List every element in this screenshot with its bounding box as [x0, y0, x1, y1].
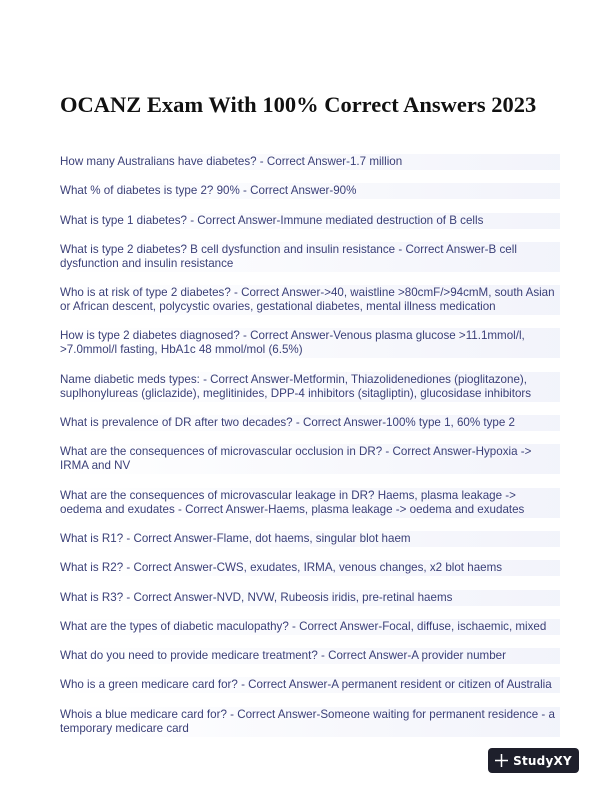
answer-text: Correct Answer-Focal, diffuse, ischaemic, mixed	[299, 619, 547, 633]
answer-text: Correct Answer-100% type 1, 60% type 2	[302, 416, 515, 430]
question-text: How is type 2 diabetes diagnosed? -	[60, 329, 250, 342]
answer-text: Correct Answer->40, waistline >80cmF/>94cmM, south Asian or African descent, polycystic ovaries, gestational diabetes, mental illness medication	[60, 286, 555, 314]
qa-item	[60, 590, 560, 606]
question-text: What is R2? -	[60, 561, 133, 574]
question-text: Who is at risk of type 2 diabetes? -	[60, 286, 241, 299]
qa-item	[60, 531, 560, 547]
qa-item	[60, 648, 560, 664]
answer-text: Correct Answer-90%	[250, 184, 357, 198]
answer-text: Correct Answer-Hypoxia -> IRMA and NV	[60, 445, 532, 473]
question-text: What do you need to provide medicare treatment? -	[60, 649, 328, 662]
question-text: What are the consequences of microvascular leakage in DR? Haems, plasma leakage -> oedema and exudates -	[60, 489, 516, 516]
qa-item	[60, 372, 560, 402]
answer-text: Correct Answer-Immune mediated destruction of B cells	[197, 213, 484, 227]
qa-item	[60, 444, 560, 474]
brand-name: StudyXY	[513, 753, 572, 768]
qa-item	[60, 488, 560, 518]
question-text: Name diabetic meds types: -	[60, 373, 210, 386]
plus-icon	[495, 754, 508, 767]
answer-text: Correct Answer-Haems, plasma leakage -> oedema and exudates	[185, 502, 525, 516]
qa-item	[60, 154, 560, 170]
answer-text: Correct Answer-A permanent resident or citizen of Australia	[248, 678, 552, 692]
question-text: Whois a blue medicare card for? -	[60, 708, 237, 721]
qa-item	[60, 213, 560, 229]
qa-item	[60, 707, 560, 737]
question-text: What is prevalence of DR after two decades? -	[60, 416, 303, 429]
question-text: What is R1? -	[60, 532, 133, 545]
qa-item	[60, 242, 560, 272]
answer-text: Correct Answer-Venous plasma glucose >11.1mmol/l, >7.0mmol/l fasting, HbA1c 48 mmol/mol (6.5%)	[60, 329, 525, 357]
qa-item	[60, 285, 560, 315]
answer-text: Correct Answer-A provider number	[328, 649, 506, 663]
question-text: What are the types of diabetic maculopathy? -	[60, 620, 299, 633]
qa-item	[60, 619, 560, 635]
question-text: What % of diabetes is type 2? 90% -	[60, 184, 250, 197]
qa-item	[60, 677, 560, 693]
answer-text: Correct Answer-B cell dysfunction and insulin resistance	[60, 242, 517, 270]
question-text: What is type 1 diabetes? -	[60, 214, 197, 227]
question-text: What are the consequences of microvascular occlusion in DR? -	[60, 445, 393, 458]
answer-text: Correct Answer-Flame, dot haems, singular blot haem	[133, 531, 411, 545]
answer-text: Correct Answer-1.7 million	[266, 155, 403, 168]
qa-item	[60, 560, 560, 576]
studyxy-brand-badge[interactable]	[488, 748, 579, 773]
answer-text: Correct Answer-Metformin, Thiazolidenediones (pioglitazone), suplhonylureas (gliclazide), meglitinides, DPP-4 inhibitors (sitagliptin), glucosidase inhibitors	[60, 372, 532, 400]
answer-text: Correct Answer-CWS, exudates, IRMA, venous changes, x2 blot haems	[133, 561, 503, 575]
qa-item	[60, 183, 560, 199]
answer-text: Correct Answer-NVD, NVW, Rubeosis iridis, pre-retinal haems	[133, 590, 453, 604]
question-text: Who is a green medicare card for? -	[60, 678, 248, 691]
document-title: OCANZ Exam With 100% Correct Answers 2023	[60, 92, 537, 117]
qa-item	[60, 415, 560, 431]
question-text: How many Australians have diabetes? -	[60, 155, 267, 168]
question-text: What is type 2 diabetes? B cell dysfunction and insulin resistance -	[60, 243, 405, 256]
qa-list	[60, 154, 560, 750]
qa-item	[60, 328, 560, 358]
answer-text: Correct Answer-Someone waiting for permanent residence - a temporary medicare card	[60, 707, 555, 735]
question-text: What is R3? -	[60, 591, 133, 604]
